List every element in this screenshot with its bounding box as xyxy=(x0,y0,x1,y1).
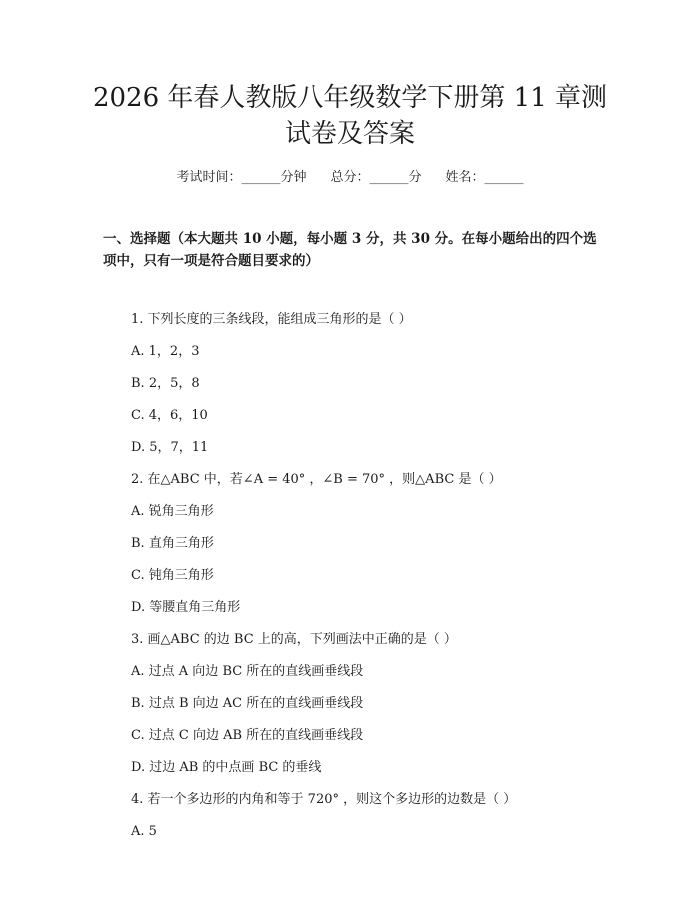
question-option: C. 钝角三角形 xyxy=(131,568,214,583)
question-option: B. 2，5，8 xyxy=(131,376,200,391)
question-option: D. 过边 AB 的中点画 BC 的垂线 xyxy=(131,760,322,775)
question-stem: 4. 若一个多边形的内角和等于 720° ，则这个多边形的边数是（ ） xyxy=(131,792,517,807)
question-option: A. 过点 A 向边 BC 所在的直线画垂线段 xyxy=(131,664,364,679)
exam-score: 总分：______分 xyxy=(330,170,422,185)
question-stem: 1. 下列长度的三条线段，能组成三角形的是（ ） xyxy=(131,312,412,327)
question-stem: 2. 在△ABC 中，若∠A = 40° ，∠B = 70° ，则△ABC 是（ ） xyxy=(131,472,502,487)
question-option: C. 过点 C 向边 AB 所在的直线画垂线段 xyxy=(131,728,364,743)
page-title: 2026 年春人教版八年级数学下册第 11 章测试卷及答案 xyxy=(92,83,608,149)
exam-info xyxy=(0,169,700,187)
question-option: B. 直角三角形 xyxy=(131,536,214,551)
student-name: 姓名：______ xyxy=(445,170,524,185)
question-option: A. 5 xyxy=(131,824,157,839)
exam-time: 考试时间：______分钟 xyxy=(176,170,307,185)
question-option: A. 锐角三角形 xyxy=(131,504,214,519)
question-option: A. 1，2，3 xyxy=(131,344,200,359)
question-option: B. 过点 B 向边 AC 所在的直线画垂线段 xyxy=(131,696,364,711)
question-stem: 3. 画△ABC 的边 BC 上的高，下列画法中正确的是（ ） xyxy=(131,632,457,647)
question-option: C. 4，6，10 xyxy=(131,408,208,423)
section-heading: 一、选择题（本大题共 10 小题，每小题 3 分，共 30 分。在每小题给出的四个选项中，只有一项是符合题目要求的） xyxy=(103,231,597,269)
question-option: D. 等腰直角三角形 xyxy=(131,600,241,615)
question-option: D. 5，7，11 xyxy=(131,440,209,455)
